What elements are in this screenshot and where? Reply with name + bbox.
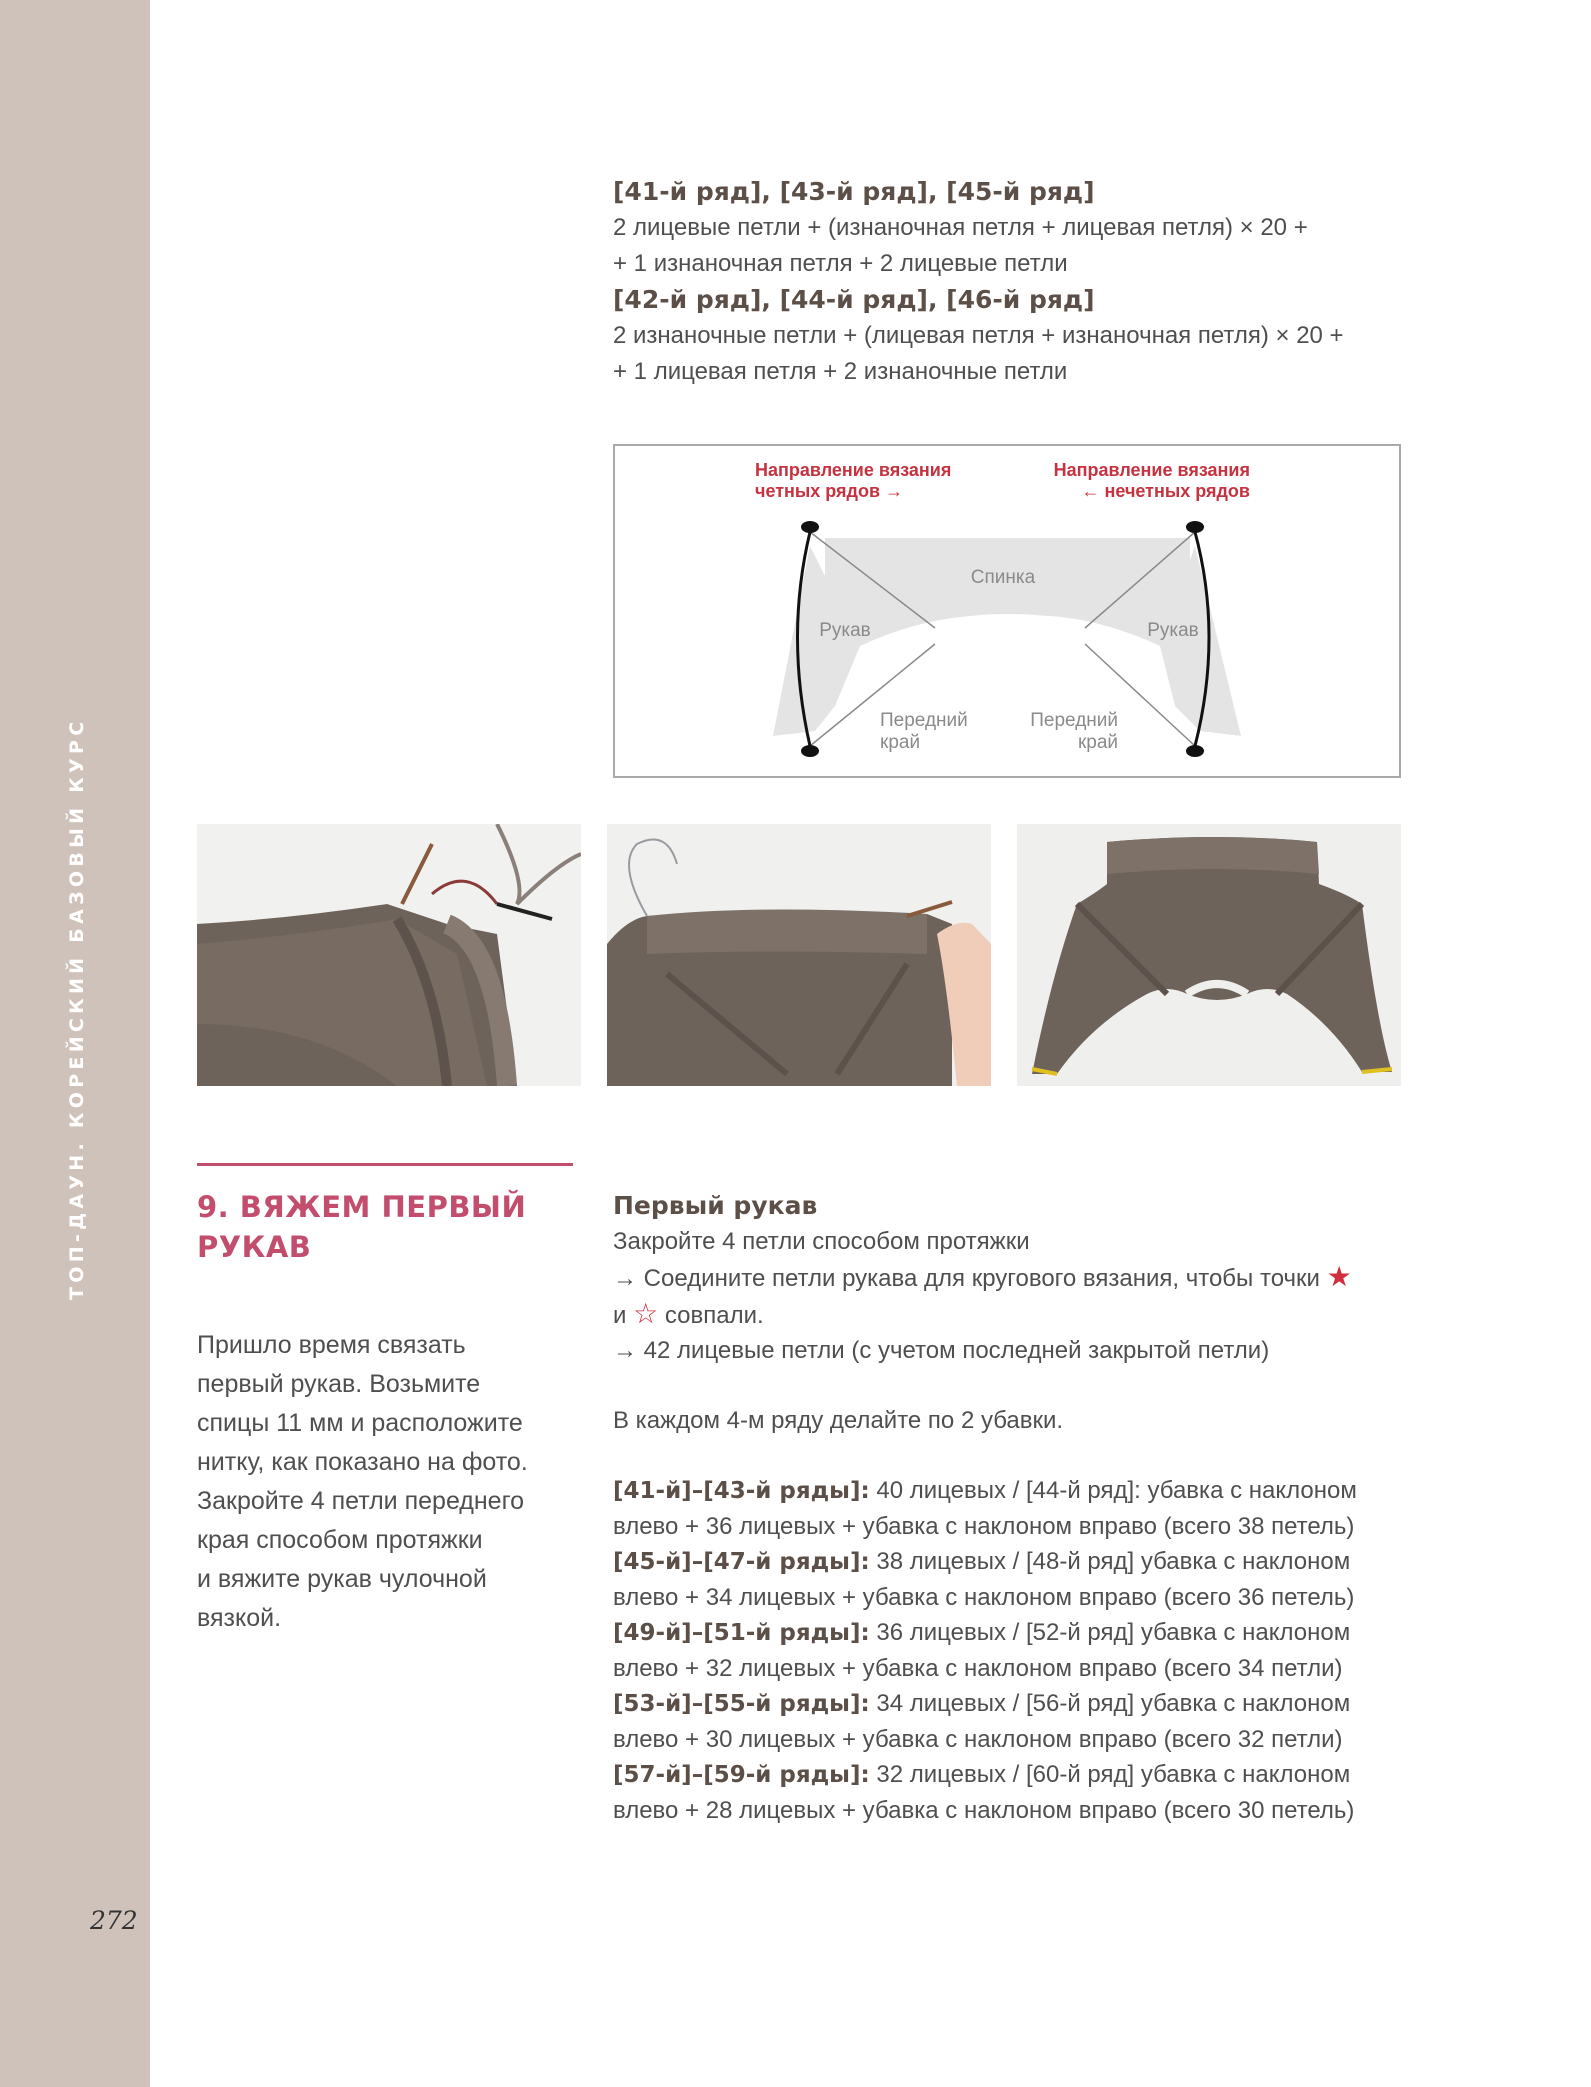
- intro-line: вязкой.: [197, 1604, 282, 1632]
- sleeve-heading: Первый рукав: [613, 1191, 818, 1220]
- decrease-row-cont: влево + 34 лицевых + убавка с наклоном вправо (всего 36 петель): [613, 1584, 1355, 1611]
- odd-rows-line-1: 2 лицевые петли + (изнаночная петля + лицевая петля) × 20 +: [613, 214, 1308, 241]
- sleeve-line-3-prefix: и: [613, 1302, 627, 1329]
- decrease-row-text: 32 лицевых / [60-й ряд] убавка с наклоном: [876, 1761, 1351, 1788]
- running-head: ТОП-ДАУН. КОРЕЙСКИЙ БАЗОВЫЙ КУРС: [66, 717, 88, 1300]
- rows-block: [613, 174, 1413, 390]
- outline-star-icon: ☆: [633, 1298, 659, 1329]
- section-rule: [197, 1163, 573, 1166]
- intro-line: первый рукав. Возьмите: [197, 1370, 481, 1398]
- decrease-row: [613, 1615, 1413, 1651]
- decrease-row-label: [57-й]–[59-й ряды]:: [613, 1762, 870, 1788]
- needle-tip-icon: [1186, 745, 1204, 757]
- front-left-label-1: Передний: [880, 710, 968, 731]
- decrease-row: [613, 1686, 1413, 1722]
- sleeve-line-1: Закройте 4 петли способом протяжки: [613, 1228, 1030, 1255]
- right-direction-label-2: ← нечетных рядов: [1081, 481, 1250, 501]
- back-label: Спинка: [970, 567, 1036, 588]
- right-direction-label-1: Направление вязания: [1053, 460, 1250, 480]
- front-right-label-2: край: [1077, 732, 1118, 753]
- decrease-row: [613, 1473, 1413, 1509]
- sleeve-line-4: → 42 лицевые петли (с учетом последней закрытой петли): [613, 1337, 1270, 1364]
- intro-line: и вяжите рукав чулочной: [197, 1565, 487, 1593]
- decrease-row-cont: влево + 36 лицевых + убавка с наклоном вправо (всего 38 петель): [613, 1513, 1355, 1540]
- intro-line: спицы 11 мм и расположите: [197, 1409, 523, 1437]
- knitting-photo-hand-icon: [607, 824, 991, 1086]
- right-sleeve-label: Рукав: [1147, 620, 1199, 641]
- odd-rows-line-2: + 1 изнаночная петля + 2 лицевые петли: [613, 250, 1068, 277]
- first-sleeve-instructions: [613, 1188, 1413, 1828]
- intro-line: Закройте 4 петли переднего: [197, 1487, 525, 1515]
- section-title-line-1: 9. ВЯЖЕМ ПЕРВЫЙ: [197, 1190, 527, 1224]
- left-sleeve-label: Рукав: [819, 620, 871, 641]
- sleeve-line-3: [613, 1296, 1413, 1333]
- odd-rows-heading: [41-й ряд], [43-й ряд], [45-й ряд]: [613, 177, 1095, 206]
- intro-line: Пришло время связать: [197, 1331, 466, 1359]
- section-intro: [197, 1326, 577, 1638]
- decrease-row-label: [41-й]–[43-й ряды]:: [613, 1478, 870, 1504]
- left-direction-label-2: четных рядов →: [755, 481, 904, 501]
- knitting-photo-needle-icon: [197, 824, 581, 1086]
- needle-tip-icon: [801, 521, 819, 533]
- section-title: [197, 1187, 577, 1267]
- decrease-row-text: 38 лицевых / [48-й ряд] убавка с наклоном: [876, 1548, 1351, 1575]
- decrease-row: [613, 1757, 1413, 1793]
- decrease-row: [613, 1544, 1413, 1580]
- front-left-label-2: край: [880, 732, 921, 753]
- sleeve-note: В каждом 4-м ряду делайте по 2 убавки.: [613, 1407, 1064, 1434]
- decrease-row-cont: влево + 30 лицевых + убавка с наклоном вправо (всего 32 петли): [613, 1726, 1343, 1753]
- decrease-row-label: [53-й]–[55-й ряды]:: [613, 1691, 870, 1717]
- knitting-photo-garment-icon: [1017, 824, 1401, 1086]
- left-direction-label-1: Направление вязания: [755, 460, 952, 480]
- decrease-row-text: 36 лицевых / [52-й ряд] убавка с наклоном: [876, 1619, 1351, 1646]
- sleeve-line-3-suffix: совпали.: [664, 1302, 764, 1329]
- even-rows-line-2: + 1 лицевая петля + 2 изнаночные петли: [613, 358, 1068, 385]
- page-number: 272: [90, 1906, 138, 1935]
- intro-line: нитку, как показано на фото.: [197, 1448, 528, 1476]
- filled-star-icon: ★: [1326, 1261, 1352, 1292]
- even-rows-heading: [42-й ряд], [44-й ряд], [46-й ряд]: [613, 285, 1095, 314]
- decrease-rows: [613, 1473, 1413, 1828]
- decrease-row-cont: влево + 28 лицевых + убавка с наклоном вправо (всего 30 петель): [613, 1797, 1355, 1824]
- front-right-label-1: Передний: [1030, 710, 1118, 731]
- decrease-row-label: [45-й]–[47-й ряды]:: [613, 1549, 870, 1575]
- needle-tip-icon: [801, 745, 819, 757]
- neck-opening: [920, 614, 1096, 658]
- sleeve-line-2-text: → Соедините петли рукава для кругового вязания, чтобы точки: [613, 1265, 1320, 1292]
- decrease-row-text: 40 лицевых / [44-й ряд]: убавка с наклоном: [876, 1477, 1357, 1504]
- knitting-diagram: [613, 444, 1401, 778]
- needle-tip-icon: [1186, 521, 1204, 533]
- section-title-line-2: РУКАВ: [197, 1230, 312, 1264]
- intro-line: края способом протяжки: [197, 1526, 483, 1554]
- sleeve-line-2: [613, 1259, 1413, 1296]
- decrease-row-label: [49-й]–[51-й ряды]:: [613, 1620, 870, 1646]
- even-rows-line-1: 2 изнаночные петли + (лицевая петля + изнаночная петля) × 20 +: [613, 322, 1344, 349]
- decrease-row-text: 34 лицевых / [56-й ряд] убавка с наклоном: [876, 1690, 1351, 1717]
- diagram-svg: [615, 446, 1399, 776]
- decrease-row-cont: влево + 32 лицевых + убавка с наклоном вправо (всего 34 петли): [613, 1655, 1343, 1682]
